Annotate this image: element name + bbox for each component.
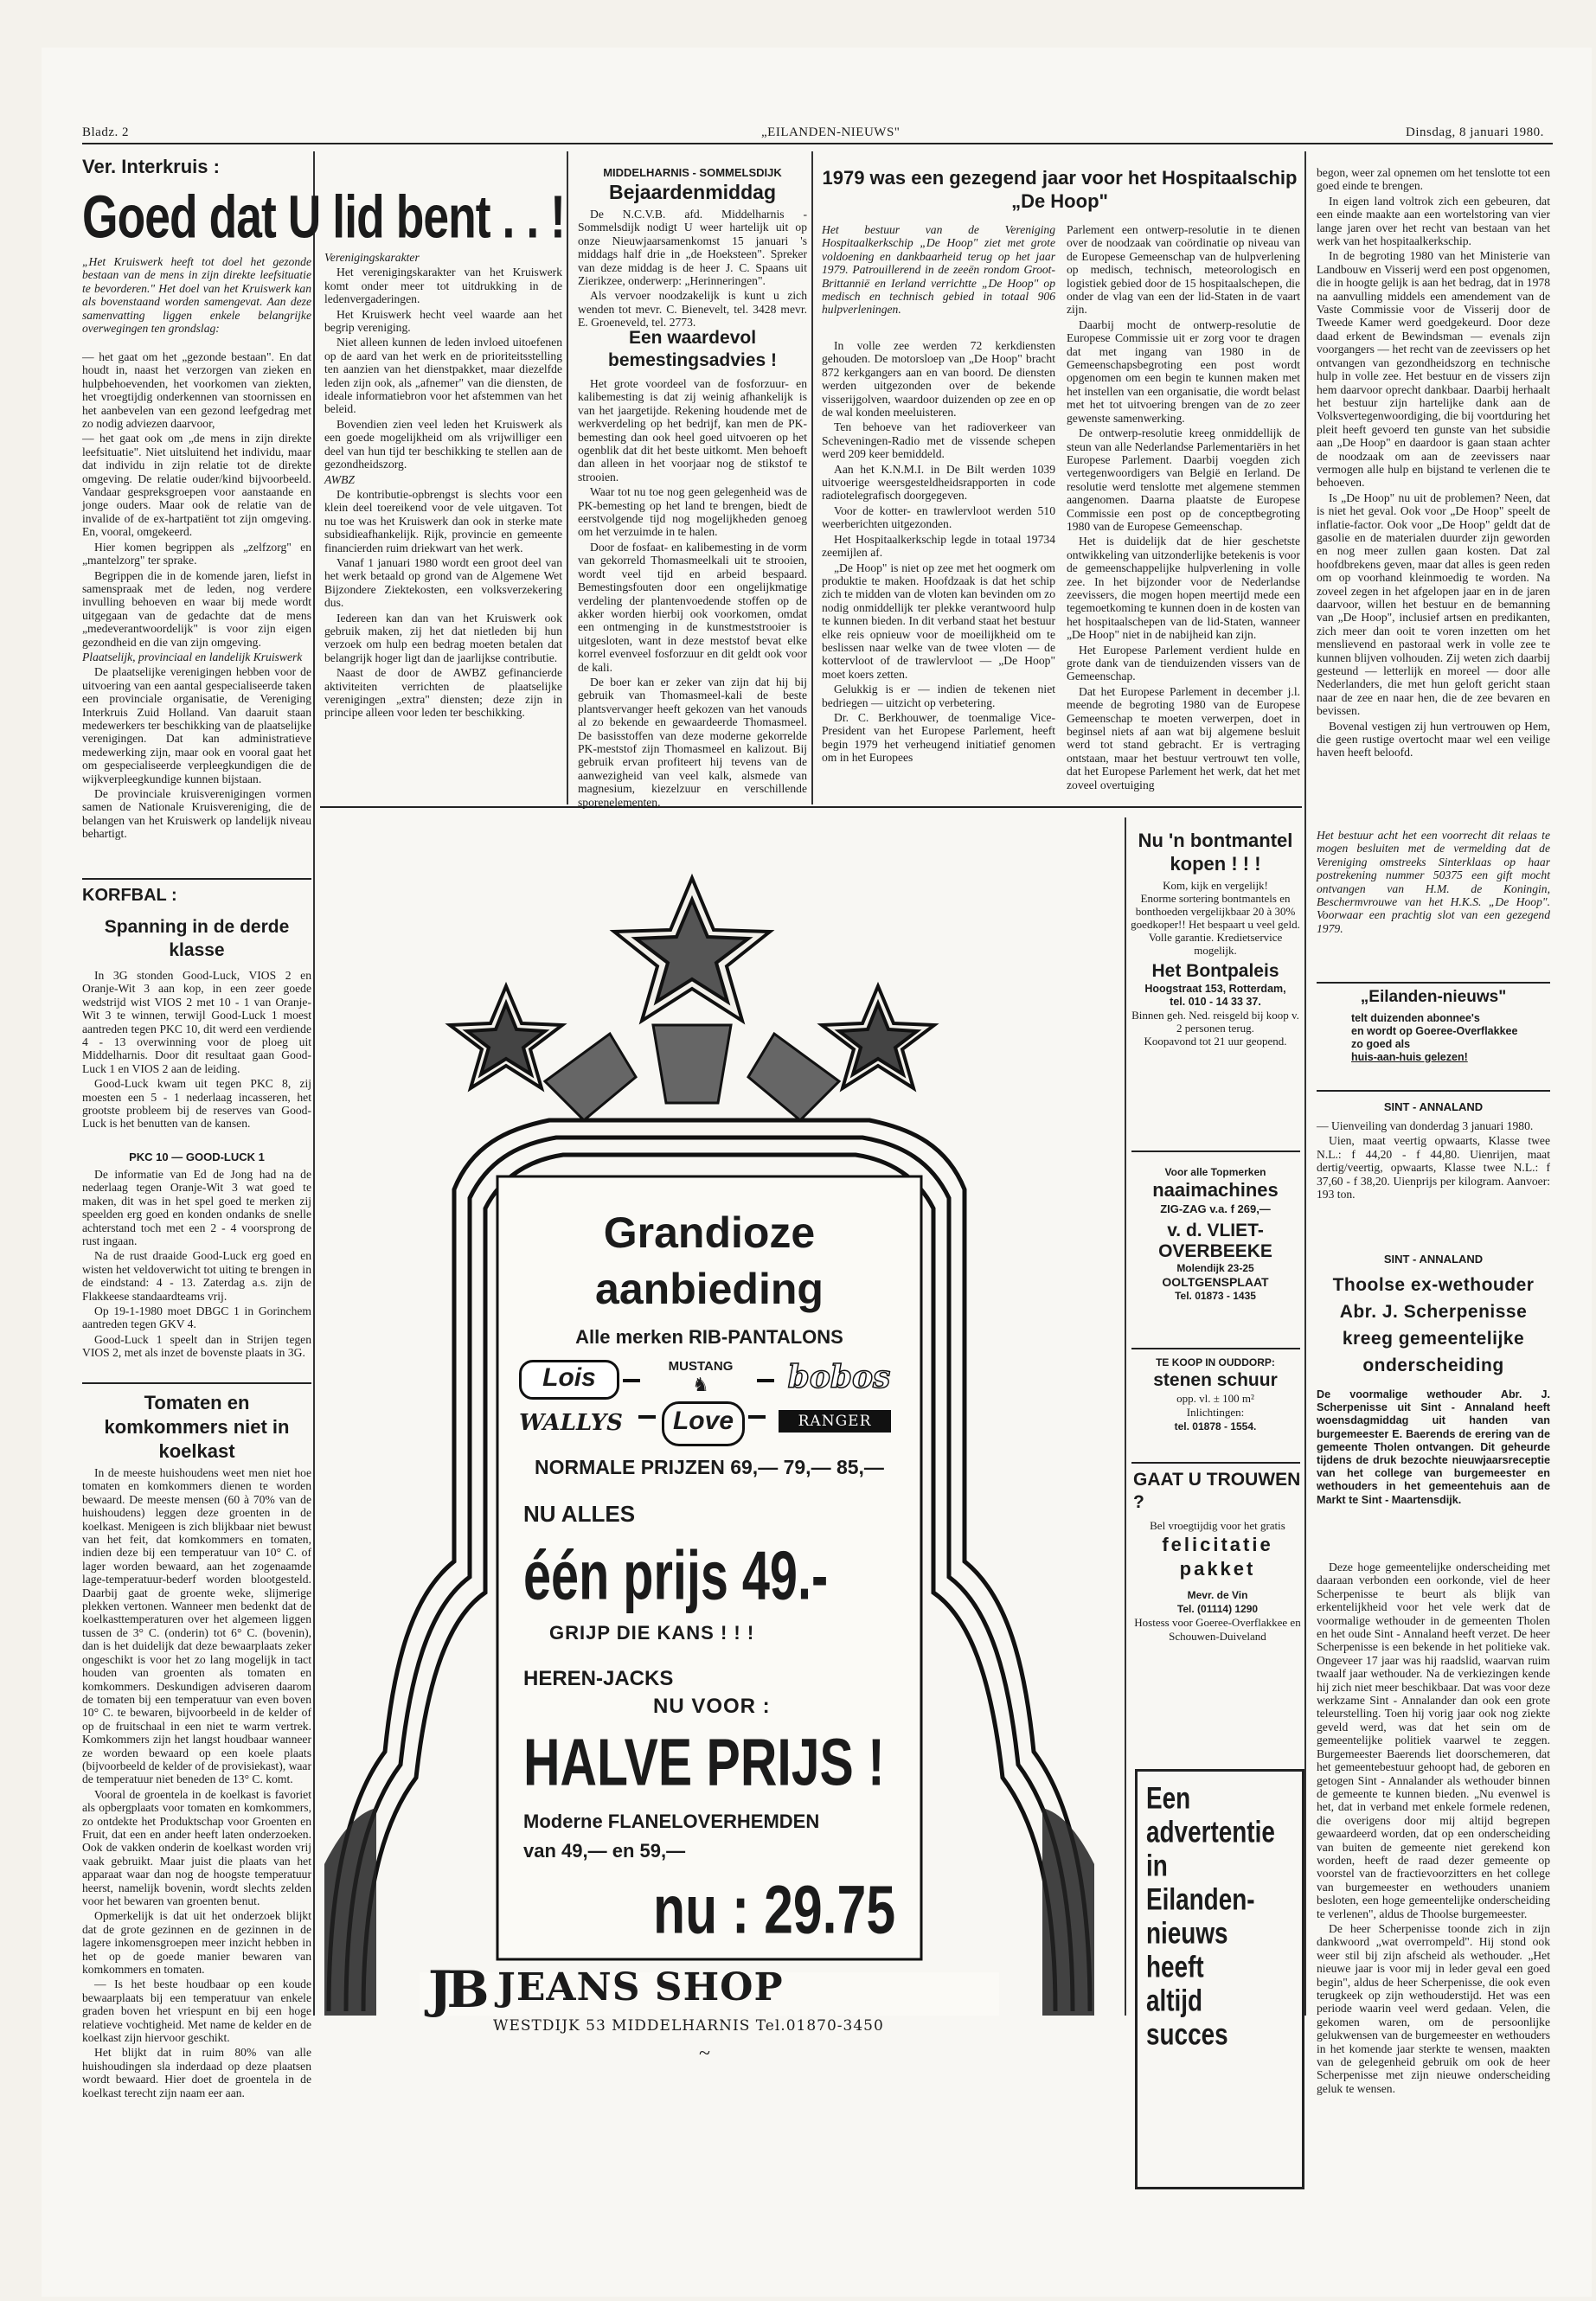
header-rule bbox=[82, 143, 1553, 144]
ad-one-price: één prijs 49.- bbox=[523, 1535, 829, 1614]
article-body-korfbal-match: De informatie van Ed de Jong had na de nederlaag tegen Oranje-Wit 3 wat goed te maken, dit was in het spel goed te merken zij speelden erg goed en konden ondanks de snelle achterstand toch met een 2 - 4 voorsprong de rust ingaan. Na de rust draaide Good-Luck erg goed en wisten het veldoverwicht tot uiting te brengen in de eindstand: 4 - 13. Zaterdag a.s. zijn de Flakkeese standaardteams vrij. Op 19-1-1980 moet DBGC 1 in Gorinchem aantreden tegen GKV 4. Good-Luck 1 speelt dan in Strijen tegen VIOS 2, met als inzet de bovenste plaats in 3G. bbox=[82, 1168, 311, 1360]
separator-dash bbox=[638, 1415, 656, 1419]
naaimachine-ad: Voor alle Topmerken naaimachines ZIG-ZAG v.a. f 269,— v. d. VLIET- OVERBEEKE Molendijk 23-25 OOLTGENSPLAAT Tel. 01873 - 1435 bbox=[1152, 1166, 1279, 1302]
brand-wallys-logo: WALLYS bbox=[519, 1410, 623, 1436]
ad-headline-aanbieding: aanbieding bbox=[595, 1265, 824, 1313]
column-rule bbox=[1304, 151, 1306, 2016]
separator-dash bbox=[748, 1415, 766, 1419]
article-subhead: PKC 10 — GOOD-LUCK 1 bbox=[129, 1150, 265, 1163]
article-body-hospitaalschip: In volle zee werden 72 kerkdiensten gehouden. De motorsloep van „De Hoop" bracht 872 kerkgangers aan en van boord. De diensten werden uitgezonden over de bekende visserijgolven, waardoor duizenden op zee en op de wal konden meeluisteren. Ten behoeve van het radioverkeer van Scheveningen-Radio met de vissende schepen werd 209 keer bemiddeld. Aan het K.N.M.I. in De Bilt werden 1039 uitvoerige weersgesteldheidsrapporten in code radiotelegrafisch doorgegeven. Voor de kotter- en trawlervloot werden 510 weerberichten uitgezonden. Het Hospitaalkerkschip legde in totaal 19734 zeemijlen af. „De Hoop" is niet op zee met het oogmerk om produktie te maken. Hoofdzaak is dat het schip zich te midden van de vloten kan bevinden om zo nodig onmiddellijk ter plekke verantwoord hulp te kunnen bieden. In dit verband staat het bestuur elke reis opnieuw voor de moeilijkheid om te beslissen naar welke van de twee vloten — de kottervloot of de trawlervloot — „De Hoop" moet koers zetten. Gelukkig is er — indien de tekenen niet bedriegen — uitzicht op verbetering. Dr. C. Berkhouwer, de toenmalige Vice-President van het Europese Parlement, heeft begin 1979 het verheugend initiatief genomen om in het Europees bbox=[822, 339, 1055, 765]
article-body-bejaardenmiddag: De N.C.V.B. afd. Middelharnis - Sommelsdijk nodigt U weer hartelijk uit op onze Nieuwjaarsamenkomst 15 januari 's middags half drie in „de Hoeksteen". Spreker van deze middag is de heer J. C. Spaans uit Zierikzee, onderwerp: „Herinneringen". Als vervoer noodzakelijk is kunt u zich wenden tot mevr. C. Bienevelt, tel. 3428 mevr. E. Groeneveld, tel. 2773. bbox=[578, 208, 807, 330]
section-rule bbox=[1317, 1090, 1550, 1092]
section-rule bbox=[1317, 982, 1550, 984]
article-body-bemesting: Het grote voordeel van de fosforzuur- en kalibemesting is dat zij weinig afhankelijk is van het jaargetijde. Rekening houdende met de werkverdeling op het bedrijf, kan men de PK-bemesting dan ook heel goed uitvoeren op het ogenblik dat dit het beste uitkomt. Men behoeft dan alleen in het voorjaar nog de stikstof te strooien. Waar tot nu toe nog geen gelegenheid was de PK-bemesting op het land te brengen, biedt de eerstvolgende tijd nog mogelijkheden genoeg om het verzuimde in te halen. Door de fosfaat- en kalibemesting in de vorm van gekorreld Thomasmeelkali uit te strooien, wordt veel tijd en arbeid bespaard. Bemestingsfouten door een ongelijkmatige verdeling der plantenvoedende stoffen op de akker worden hierbij ook voorkomen, omdat een ontmenging in de kunstmeststrooier is uitgesloten, want in deze meststof bevat elke korrel evenveel fosforzuur en dit geldt ook voor de kali. De boer kan er zeker van zijn dat hij bij gebruik van Thomasmeel-kali de beste plantsvervanger heeft gekozen van het vanouds al zo bekende en gewaardeerde Thomasmeel. De basisstoffen van deze moderne gekorrelde PK-meststof zijn Thomasmeel en kalizout. Bij gebruik ervan profiteert hij tevens van de aanwezigheid van veel kalk, alsmede van magnesium, kiezelzuur en verschillende sporenelementen. bbox=[578, 377, 807, 809]
article-body-scherpenisse: Deze hoge gemeentelijke onderscheiding met daaraan verbonden een oorkonde, viel de heer Scherpenisse te beurt als blijk van erkentelijkheid voor het vele werk dat de voormalige wethouder in de gemeenten Tholen en het oude Sint - Annaland heeft verzet. De heer Scherpenisse is een bekende in het politieke vak. Ongeveer 17 jaar was hij raadslid, waarvan ruim twaalf jaar wethouder. Na de verkiezingen kende hij zich niet meer beschikbaar. Dat was voor deze werkzame Sint - Annalander dan ook een grote teleurstelling. Toen hij vorig jaar ook nog ziekte geveld werd, was dat het sein om de gemeentelijke politiek vaarwel te zeggen. Burgemeester Baerends liet doorschemeren, dat het gemeentebestuur gehoopt had, de geboren en getogen Sint - Annalander als wethouder binnen de gemeente te kunnen bieden. „Nu evenwel is het, dat in verband met enkele formele redenen, die overigens door mij altijd begrepen gewaardeerd worden, dat op een onderscheiding van buiten de gemeente niet gerekend kon worden, heeft de raad dezer gemeente op voorstel van de fractievoorzitters en het college van burgemeester en wethouders unaniem besloten, een hoge gemeentelijke onderscheiding te verlenen", aldus de Thoolse burgemeester. De heer Scherpenisse toonde zich in zijn dankwoord „wat overrompeld". Hij stond ook weer stil bij zijn afscheid als wethouder. „Het nieuwe jaar is voor mij in leder geval een goed begin", aldus de heer Scherpenisse, die ook even terugkeek op zijn wethouderstijd. Het was een periode waarin veel werd gedaan. Velen, die gekomen waren, om de persoonlijke gelukwensen van de burgemeester en wethouders in het komende jaar sterkte te wensen, maakten van de gelegenheid gebruik om ook de heer Scherpenisse met zijn nieuwe onderscheiding geluk te wensen. bbox=[1317, 1561, 1550, 2095]
page-number: Bladz. 2 bbox=[82, 125, 129, 139]
section-rule bbox=[1131, 1150, 1300, 1152]
headline-tomaten: Tomaten en komkommers niet in koelkast bbox=[104, 1392, 290, 1462]
article-intro: „Het Kruiswerk heeft tot doel het gezonde bestaan van de mens in zijn direkte leefsituatie te bevorderen." Het doel van het Kruiswerk kan als bovenstaand worden samengevat. Aan deze samenvatting liggen enkele belangrijke overwegingen ten grondslag: bbox=[82, 255, 311, 336]
brand-love-logo: Love bbox=[662, 1401, 745, 1446]
ad-nu-voor: NU VOOR : bbox=[653, 1695, 771, 1718]
article-body-uienveiling: — Uienveiling van donderdag 3 januari 1980. Uien, maat veertig opwaarts, Klasse twee N.L.: f 44,20 - f 44,80. Uienrijen, maat dertig/veertig, opwaarts, Klasse twee N.L.: f 37,60 - f 38,20. Uienprijs per kilogram. Aanvoer: 193 ton. bbox=[1317, 1119, 1550, 1202]
headline-hospitaalschip: 1979 was een gezegend jaar voor het Hospitaalschip „De Hoop" bbox=[822, 167, 1298, 212]
article-body-tomaten: In de meeste huishoudens weet men niet hoe tomaten en komkommers dienen te worden bewaard. De meeste mensen (60 à 70% van de huishoudens) leggen deze groenten in de koelkast. Menigeen is zich blijkbaar niet bewust van het feit, dat komkommers en tomaten, indien deze bij een temperatuur van 10° C. of lager worden bewaard, aan het zogenaamde lage-temperatuur-bederf worden blootgesteld. Daarbij gaat de groente weke, slijmerige plekken vertonen. Wanneer men bedenkt dat de koelkasttemperaturen over het algemeen liggen tussen de 3° C. (onderin) tot 6° C. (bovenin), dan is het duidelijk dat deze bewaarplaats zeker ongeschikt is voor het zo lang mogelijk in tact houden van groenten als tomaten en komkommers. Deskundigen adviseren daarom de tomaten bij een temperatuur van even boven 10° C. te bewaren, bijvoorbeeld in de kelder of op de fruitschaal in een niet te warm vertrek. Komkommers zijn het langst houdbaar wanneer ze worden bewaard op een koele plaats (bijvoorbeeld de kelder of de provisiekast), waar de temperatuur niet beneden de 13° C. komt. Vooral de groentela in de koelkast is favoriet als opbergplaats voor tomaten en komkommers, zo ontdekte het Produktschap voor Groenten en Fruit, dat een en ander heeft laten onderzoeken. Ook de vakken onderin de koelkast worden vrij vaak gebruikt. Maar juist die plaats van het apparaat waar dan nog de hoogste temperatuur heerst, namelijk bovenin, wordt slechts zelden voor het bewaren van groenten benut. Opmerkelijk is dat uit het onderzoek blijkt dat de grote gezinnen en de gezinnen in de lagere inkomensgroepen meer inzicht hebben in het op de goede manier bewaren van komkommers en tomaten. — Is het beste houdbaar op een koude bewaarplaats bij een temperatuur van enkele graden boven het vriespunt en bij een hoge relatieve vochtigheid. Met name de kelder en de koelkast zijn hiervoor geschikt. Het blijkt dat in ruim 80% van alle huishoudingen sla inderdaad op deze plaatsen wordt bewaard. Hier doet de groentela in de koelkast terecht zijn naam eer aan. bbox=[82, 1466, 311, 2099]
article-kicker: MIDDELHARNIS - SOMMELSDIJK bbox=[603, 166, 782, 179]
horse-icon: ♞ bbox=[692, 1374, 709, 1395]
section-rule bbox=[82, 1382, 311, 1384]
article-body-interkruis: — het gaat om het „gezonde bestaan". En dat houdt in, naast het verzorgen van zieken en hulpbehoevenden, het voorkomen van ziekten, het vroegtijdig onderkennen van stoornissen en het aanbevelen van een gezond leefgedrag met zo nodig adviezen daarvoor, — het gaat ook om „de mens in zijn direkte leefsituatie". Niet uitsluitend het individu, maar dat individu in zijn relatie tot de direkte omgeving. De relatie ouder/kind bijvoorbeeld. Vandaar gespreksgroepen voor aanstaande en jonge ouders. Maar ook de relatie van de invalide of de ex-hartpatiënt tot zijn omgeving. En, vooral, omgekeerd. Hier komen begrippen als „zelfzorg" en „mantelzorg" ter sprake. Begrippen die in de komende jaren, liefst in samenspraak met de leden, nog verdere invulling behoeven en waar bij mede wordt uitgegaan van de gedachte dat de mens „medeverantwoordelijk" is voor zijn eigen gezondheid en die van zijn omgeving. Plaatselijk, provinciaal en landelijk Kruiswerk De plaatselijke verenigingen hebben voor de uitvoering van een aantal gespecialiseerde taken een provinciale organisatie, de Vereniging Interkruis Zuid Holland. Van daaruit staan medewerkers ter beschikking van de plaatselijke verenigingen. Dat kan administratieve medewerking zijn, maar ook en vooral gaat het om gespecialiseerde verpleegkundigen die de wijkverpleegkundige kunnen bijstaan. De provinciale kruisverenigingen vormen samen de Nationale Kruisvereniging, die de belangen van het Kruiswerk op landelijk niveau behartigt. bbox=[82, 350, 311, 841]
shop-name: JEANS SHOP bbox=[497, 1965, 784, 2009]
article-body-hospitaalschip-cont: Parlement een ontwerp-resolutie in te dienen over de noodzaak van coördinatie op niveau van de Europese Gemeenschap van de hulpverlening op medisch, technisch, meteorologisch en logistiek gebied door de 15 hospitaalschepen, die onder de vlag van een der lid-Staten in de vaart zijn. Daarbij mocht de ontwerp-resolutie de Europese Commissie uit er zorg voor te dragen dat met ingang van 1980 in de Gemeenschapsbegroting een post wordt opgenomen om een begin te kunnen maken met het instellen van een organisatie, die wordt belast met het tot uitvoering brengen van de zo zeer gewenste samenwerking. De ontwerp-resolutie kreeg onmiddellijk de steun van alle Nederlandse Parlementariërs in het Europese Parlement. Daarbij voegden zich vertegenwoordigers van België en Ierland. De resolutie werd tenslotte met algemene stemmen aangenomen. Daarna plaatste de Europese Commissie een post op de conceptbegroting 1980 van de Europese Gemeenschap. Het is duidelijk dat de hier geschetste ontwikkeling van uitzonderlijke betekenis is voor de gemeenschappelijke hulpverlening in volle zee. In het bijzonder voor de Nederlandse zeevissers, die mogen hopen meertijd mede een tegemoetkoming te kunnen doen in de kosten van het hospitaalschepen van de lid-Staten, wanneer „De Hoop" niet in de nabijheid kan zijn. Het Europese Parlement verdient hulde en grote dank van de tienduizenden vissers van de Gemeenschap. Dat het Europese Parlement in december j.l. meende de begroting 1980 van de Europese Gemeenschap te moeten verwerpen, doet in beginsel niets af aan wat bij algemene besluit werd tot stand gebracht. Er is vertraging ontstaan, maar het bestuur vertrouwt ten volle, dat het Europese Parlement het werk, dat het met zoveel overtuiging bbox=[1067, 223, 1300, 792]
article-body-interkruis-cont: Verenigingskarakter Het verenigingskarakter van het Kruiswerk komt onder meer tot uitdrukking in de ledenvergaderingen. Het Kruiswerk hecht veel waarde aan het begrip vereniging. Niet alleen kunnen de leden invloed uitoefenen op de aard van het werk en de prioriteitsstelling ten aanzien van het dienstpakket, maar diezelfde leden zijn ook, als „afnemer" van die diensten, de ideale informatiebron voor het afstemmen van het beleid. Bovendien zien veel leden het Kruiswerk als een goede mogelijkheid om als vrijwilliger een deel van hun tijd ter beschikking te stellen aan de gezondheidszorg. AWBZ De kontributie-opbrengst is slechts voor een klein deel toereikend voor de vele uitgaven. Tot nu toe was het Kruiswerk dan ook in sterke mate subsidieafhankelijk. Rijk, provincie en gemeente financierden ruim driekwart van het werk. Vanaf 1 januari 1980 wordt een groot deel van het werk betaald op grond van de Algemene Wet Bijzondere Ziektekosten, een volksverzekering dus. Iedereen kan dan van het Kruiswerk ook gebruik maken, zij het dat nietleden bij hun verzoek om hulp een bedrag moeten betalen dat belangrijk hoger ligt dan de jaarlijkse contributie. Naast de door de AWBZ gefinancierde aktiviteiten verrichten de plaatselijke verenigingen „extra" diensten; deze zijn in principe alleen voor leden ter beschikking. bbox=[324, 251, 562, 720]
article-kicker: KORFBAL : bbox=[82, 886, 177, 905]
brand-ranger-logo: RANGER bbox=[779, 1410, 891, 1433]
shop-address: WESTDIJK 53 MIDDELHARNIS Tel.01870-3450 bbox=[493, 2017, 960, 2036]
ad-grijp-die-kans: GRIJP DIE KANS ! ! ! bbox=[549, 1622, 755, 1644]
headline-thoolse-ex-wethouder: Thoolse ex-wethouder Abr. J. Scherpenisse kreeg gemeentelijke onderscheiding bbox=[1332, 1275, 1535, 1375]
schuur-ad: TE KOOP IN OUDDORP: stenen schuur opp. vl. ± 100 m² Inlichtingen: tel. 01878 - 1554. bbox=[1153, 1356, 1278, 1433]
ad-nu-alles: NU ALLES bbox=[523, 1501, 636, 1527]
paper-name: „EILANDEN-NIEUWS" bbox=[761, 125, 901, 139]
article-body-korfbal: In 3G stonden Good-Luck, VIOS 2 en Oranje-Wit 3 aan kop, in een zeer goede wedstrijd wist VIOS 2 met 10 - 1 van Oranje-Wit 3 te winnen, terwijl Good-Luck 1 moest aantreden tegen PKC 10, dit werd een verdiende 4 - 13 overwinning voor de ploeg uit Middelharnis. Door dit resultaat gaan Good-Luck 1 en VIOS 2 aan de leiding. Good-Luck kwam uit tegen PKC 8, zij moesten een 5 - 1 nederlaag incasseren, het grootste probleem bij de reserves van Good-Luck is het benutten van de kansen. bbox=[82, 969, 311, 1131]
brand-lois-logo: Lois bbox=[519, 1360, 619, 1400]
headline-bejaardenmiddag: Bejaardenmiddag bbox=[609, 181, 776, 203]
separator-dash bbox=[757, 1379, 774, 1382]
column-rule bbox=[567, 151, 568, 804]
issue-date: Dinsdag, 8 januari 1980. bbox=[1406, 125, 1544, 139]
ad-nu-price: nu : 29.75 bbox=[653, 1870, 896, 1948]
bontmantel-ad: Nu 'n bontmantel kopen ! ! ! Kom, kijk en vergelijk! Enorme sortering bontmantels en bonthoeden vergelijkbaar 20 à 30% goedkoper!! Het bespaart u veel geld. Volle garantie. Kredietservice mogelijk. Het Bontpaleis Hoogstraat 153, Rotterdam, tel. 010 - 14 33 37. Binnen geh. Ned. reisgeld bij koop v. 2 personen terug. Koopavond tot 21 uur geopend. bbox=[1131, 830, 1300, 1048]
section-rule bbox=[1131, 1348, 1300, 1349]
ad-flanel-overhemden: Moderne FLANELOVERHEMDEN bbox=[523, 1811, 820, 1832]
brand-bobos-logo: bobos bbox=[787, 1359, 891, 1395]
ad-heren-jacks: HEREN-JACKS bbox=[523, 1667, 674, 1690]
section-rule bbox=[1131, 1462, 1300, 1464]
house-ad: Een advertentie in Eilanden- nieuws heeft altijd succes bbox=[1135, 1769, 1304, 2189]
article-kicker: SINT - ANNALAND bbox=[1383, 1100, 1484, 1113]
headline-spanning: Spanning in de derde klasse bbox=[104, 917, 290, 960]
column-rule bbox=[811, 151, 813, 804]
article-lead: De voormalige wethouder Abr. J. Scherpenisse uit Sint - Annaland heeft woensdagmiddag uit handen van burgemeester E. Baerends de erering van de gemeente Tholen ontvangen. Dit geheurde tijdens de druk bezochte nieuwjaarsreceptie van het college van burgemeester en wethouders in het gemeentehuis aan de Markt te Sint - Maartensdijk. bbox=[1317, 1388, 1550, 1506]
tilde-ornament: ~ bbox=[699, 2042, 710, 2065]
ad-flanel-old-prices: van 49,— en 59,— bbox=[523, 1840, 686, 1862]
article-intro: Het bestuur van de Vereniging Hospitaalkerkschip „De Hoop" ziet met grote voldoening en dankbaarheid terug op het jaar 1979. Patrouillerend in de zeeën rondom Groot-Brittannië en Ierland verrichtte „De Hoop" op medisch en technisch gebied in totaal 906 hulpverleningen. bbox=[822, 223, 1055, 317]
ad-brands-intro: Alle merken RIB-PANTALONS bbox=[575, 1326, 843, 1348]
headline-bemestingsadvies: Een waardevol bemestingsadvies ! bbox=[608, 328, 777, 370]
promo-eilanden-nieuws: „Eilanden-nieuws" telt duizenden abonnee's en wordt op Goeree-Overflakkee zo goed als huis-aan-huis gelezen! bbox=[1351, 988, 1518, 1063]
separator-dash bbox=[623, 1379, 640, 1382]
ad-halve-prijs: HALVE PRIJS ! bbox=[523, 1724, 885, 1800]
column-rule bbox=[313, 151, 315, 2016]
brand-mustang-logo: MUSTANG bbox=[668, 1359, 734, 1374]
ad-headline-grandioze: Grandioze bbox=[603, 1208, 816, 1257]
column-rule bbox=[1125, 817, 1126, 2016]
article-closing-note: Het bestuur acht het een voorrecht dit relaas te mogen besluiten met de vermelding dat de Vereniging omstreeks Sinterklaas op haar postrekening nummer 50375 een gift mocht ontvangen van H.M. de Koningin, Beschermvrouwe van het H.K.S. „De Hoop". Voorwaar een prachtig slot van een gezegend 1979. bbox=[1317, 829, 1550, 935]
article-body-hospitaalschip-end: begon, weer zal opnemen om het tenslotte tot een goed einde te brengen. In eigen land voltrok zich een gebeuren, dat een einde maakte aan een wortelstoring van vier lange jaren over het recht van bestaan van het werk van het hospitaalkerkschip. In de begroting 1980 van het Ministerie van Landbouw en Visserij werd een post opgenomen, die in hoogte gelijk is aan het bedrag, dat in 1978 na aanvulling middels een amendement van de Vaste Commissie voor de Visserij door de Tweede Kamer werd goedgekeurd. Door deze daad erkent de Bewindsman — evenals zijn voorgangers — het recht van de zeevissers op het ontvangen van gezondheidszorg en technische hulp in volle zee. Het bestuur en de vissers zijn hem daarvoor oprecht dankbaar. Daarbij herhaalt het bestuur zijn hartelijke dank aan de Volksvertegenwoordiging, die bij voortduring het pleit heeft gevoerd ten gunste van het subsidie aan „De Hoop" en daardoor is gaan staan achter de noodzaak om aan de zeevissers naar vermogen alle hulp en bijstand te verlenen die te behoeven. Is „De Hoop" nu uit de problemen? Neen, dat is niet het geval. Ook voor „De Hoop" speelt de inflatie-factor. Ook voor „De Hoop" geldt dat de gasolie en de materialen duurder zijn geworden en nog meer zullen gaan kosten. Dat zal hoofdbrekens geven, maar dat alles is geen reden om op voorhand kleinmoedig te worden. Na zoveel zegen in het afgelopen jaar en in de jaren daarvoor, willen het bestuur en de bemanning van „De Hoop", inclusief artsen en predikanten, zich meer dan ooit te voren inzetten om het menslievend en pastoraal werk in volle zee te kunnen blijven volhouden. Zij weten zich daarbij gesteund — letterlijk en moreel — door alle Nederlanders, die met hun geloft gericht staan naar de zee en naar hen, die de zee bevaren en bevissen. Bovenal vestigen zij hun vertrouwen op Hem, die geen rustige overtocht maar wel een veilige haven heeft beloofd. bbox=[1317, 166, 1550, 760]
section-rule bbox=[320, 806, 1302, 808]
brand-logos bbox=[510, 1358, 908, 1445]
ad-normal-prices: NORMALE PRIJZEN 69,— 79,— 85,— bbox=[535, 1456, 884, 1478]
jb-logo: JB bbox=[428, 1960, 484, 2019]
article-kicker: Ver. Interkruis : bbox=[82, 156, 220, 177]
jeans-shop-ad bbox=[324, 817, 1094, 2019]
trouwen-ad: GAAT U TROUWEN ? Bel vroegtijdig voor het gratis felicitatie pakket Mevr. de Vin Tel. (01114) 1290 Hostess voor Goeree-Overflakkee en Schouwen-Duiveland bbox=[1133, 1470, 1301, 1643]
section-rule bbox=[82, 878, 311, 880]
article-kicker: SINT - ANNALAND bbox=[1383, 1253, 1484, 1266]
headline-goed-dat-u-lid-bent: Goed dat U lid bent . . ! bbox=[82, 183, 566, 251]
